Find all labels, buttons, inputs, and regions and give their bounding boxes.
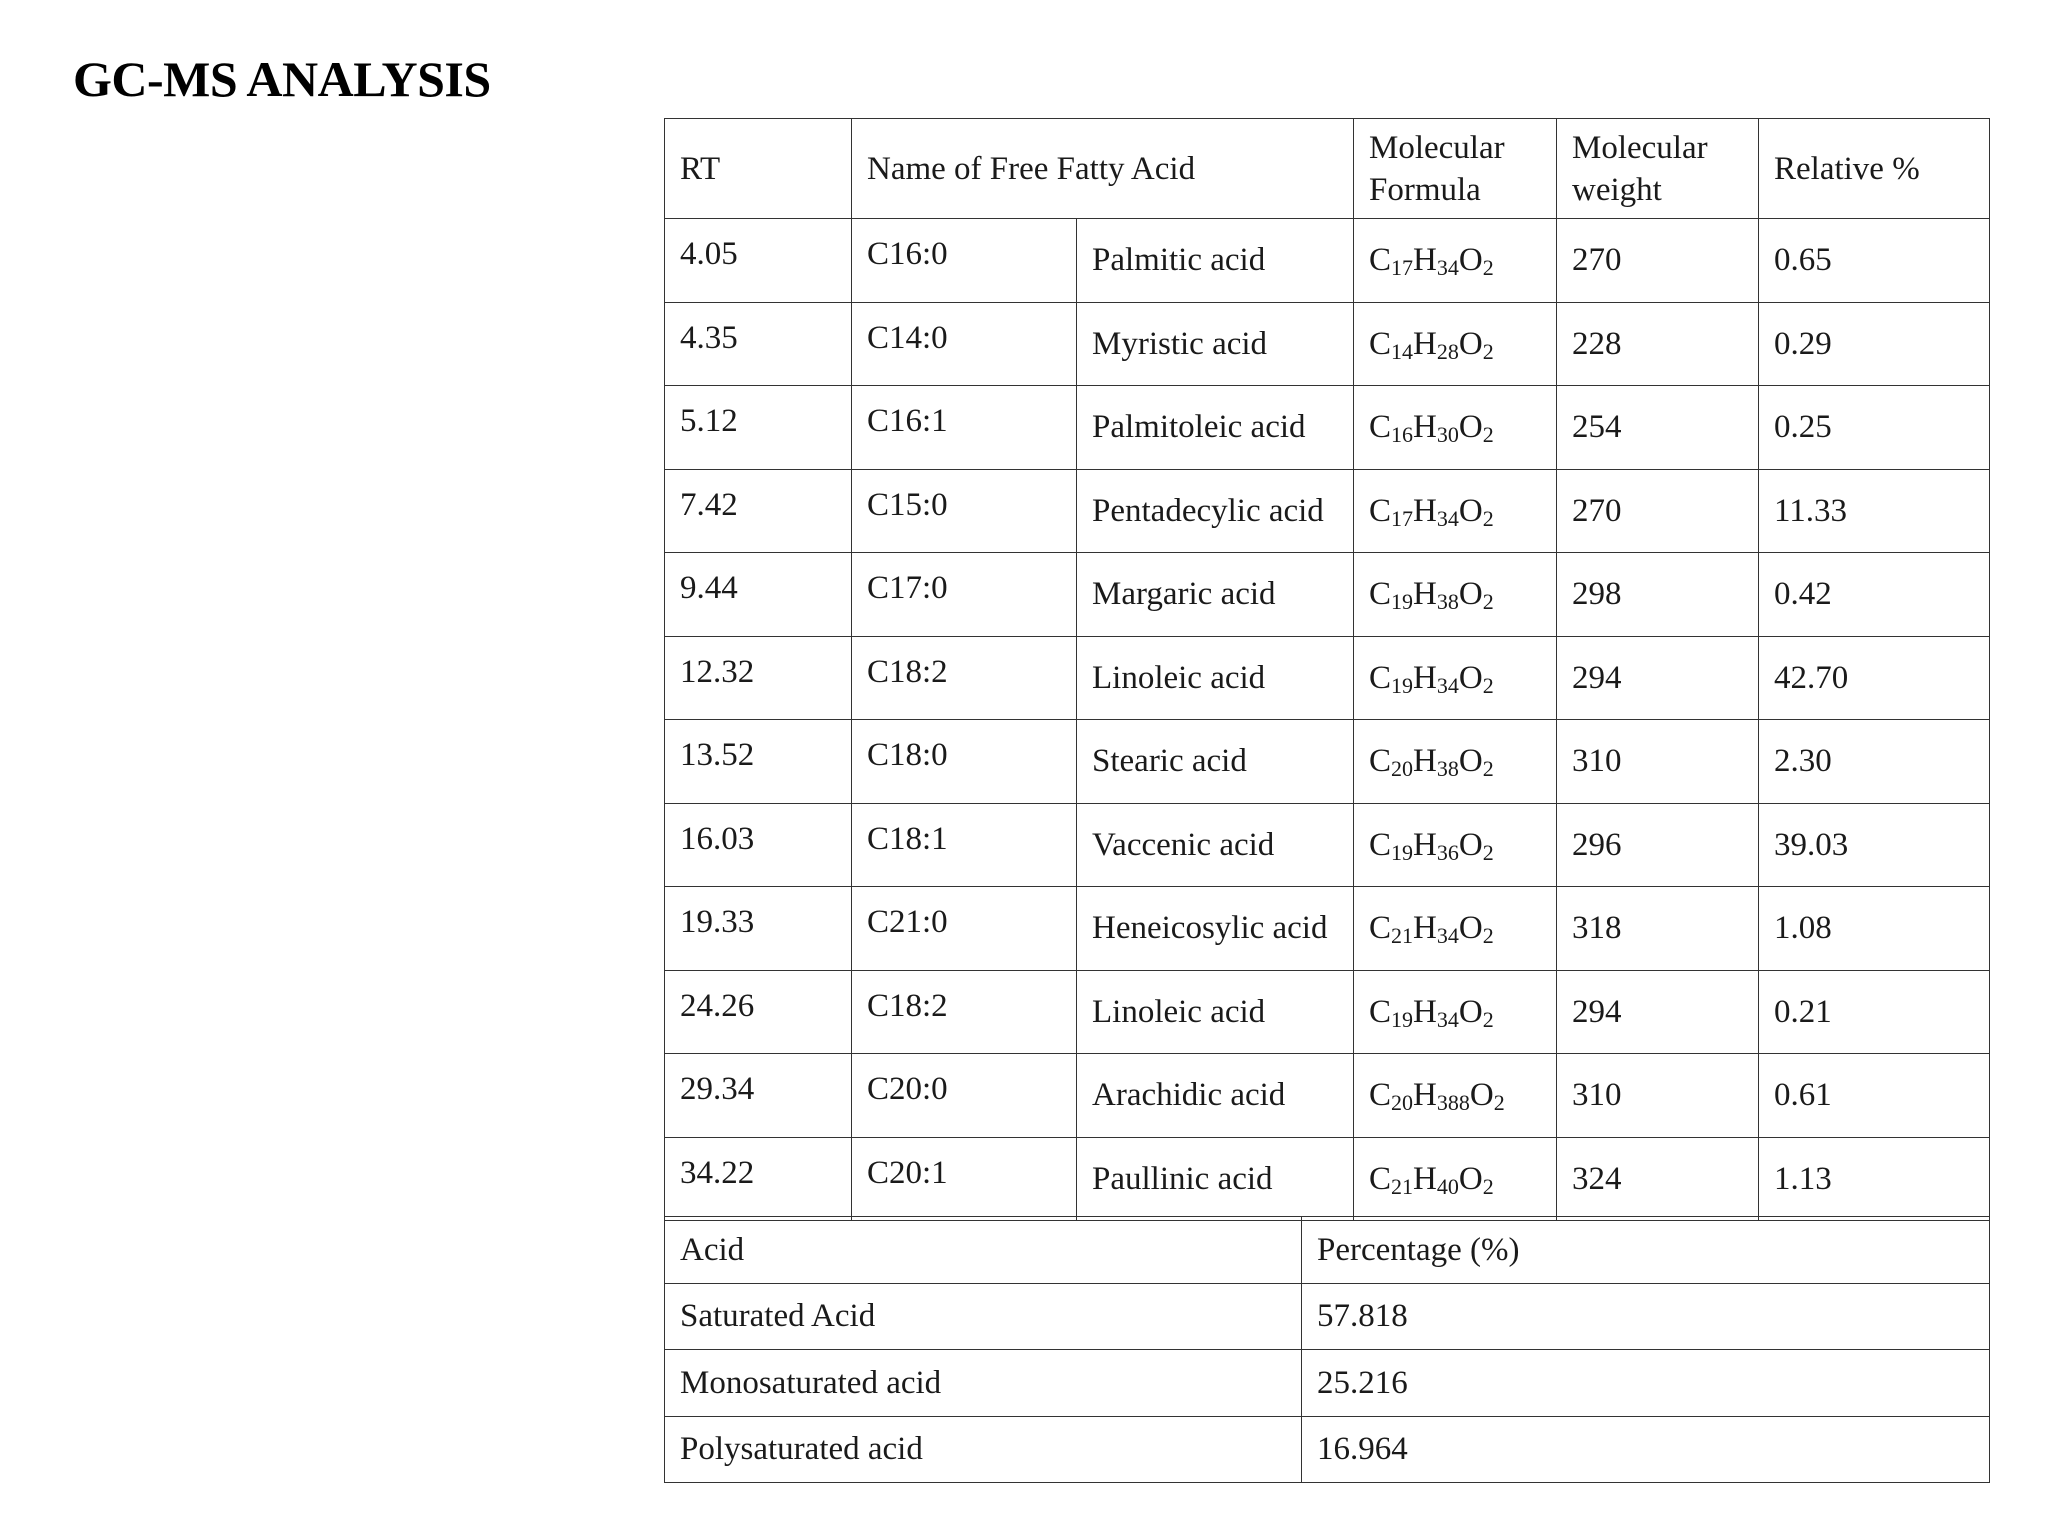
summary-header-acid: Acid <box>665 1217 1302 1284</box>
formula-h-count: 34 <box>1436 672 1459 698</box>
summary-acid: Polysaturated acid <box>665 1416 1302 1483</box>
cell-code: C14:0 <box>852 302 1077 386</box>
cell-molecular-weight: 294 <box>1557 636 1759 720</box>
formula-o-count: 2 <box>1482 589 1494 615</box>
header-rt: RT <box>665 119 852 219</box>
gcms-table <box>664 118 1990 1221</box>
cell-rt: 4.05 <box>665 219 852 303</box>
formula-h-count: 40 <box>1436 1173 1459 1199</box>
cell-acid-name: Linoleic acid <box>1077 636 1354 720</box>
formula-o-count: 2 <box>1482 422 1494 448</box>
cell-formula: $C_{20}H_{388}O_2$ <box>1354 1054 1557 1138</box>
formula-o-count: 2 <box>1482 756 1494 782</box>
summary-acid: Saturated Acid <box>665 1283 1302 1350</box>
header-formula-line2: Formula <box>1369 171 1481 208</box>
table-row <box>665 1137 1990 1221</box>
cell-molecular-weight: 270 <box>1557 219 1759 303</box>
table-row <box>665 636 1990 720</box>
cell-formula: $C_{21}H_{34}O_2$ <box>1354 887 1557 971</box>
cell-molecular-weight: 228 <box>1557 302 1759 386</box>
formula-h-count: 34 <box>1436 923 1459 949</box>
cell-acid-name: Vaccenic acid <box>1077 803 1354 887</box>
formula-o-count: 2 <box>1482 255 1494 281</box>
cell-code: C18:0 <box>852 720 1077 804</box>
cell-relative-percent: 0.29 <box>1759 302 1990 386</box>
cell-relative-percent: 0.65 <box>1759 219 1990 303</box>
cell-relative-percent: 11.33 <box>1759 469 1990 553</box>
formula-c-count: 14 <box>1391 338 1414 364</box>
cell-relative-percent: 1.08 <box>1759 887 1990 971</box>
cell-acid-name: Myristic acid <box>1077 302 1354 386</box>
cell-code: C21:0 <box>852 887 1077 971</box>
summary-row <box>665 1283 1990 1350</box>
page-title: GC-MS ANALYSIS <box>73 51 491 107</box>
cell-relative-percent: 0.21 <box>1759 970 1990 1054</box>
cell-molecular-weight: 298 <box>1557 553 1759 637</box>
cell-relative-percent: 2.30 <box>1759 720 1990 804</box>
cell-formula: $C_{19}H_{34}O_2$ <box>1354 970 1557 1054</box>
cell-formula: $C_{19}H_{36}O_2$ <box>1354 803 1557 887</box>
cell-molecular-weight: 310 <box>1557 720 1759 804</box>
table-row <box>665 887 1990 971</box>
formula-o-count: 2 <box>1482 1006 1494 1032</box>
cell-rt: 9.44 <box>665 553 852 637</box>
cell-code: C20:0 <box>852 1054 1077 1138</box>
cell-relative-percent: 39.03 <box>1759 803 1990 887</box>
formula-o-count: 2 <box>1482 338 1494 364</box>
table-row <box>665 720 1990 804</box>
formula-o-count: 2 <box>1482 839 1494 865</box>
formula-h-count: 38 <box>1436 589 1459 615</box>
cell-rt: 34.22 <box>665 1137 852 1221</box>
table-row <box>665 219 1990 303</box>
cell-molecular-weight: 270 <box>1557 469 1759 553</box>
cell-rt: 5.12 <box>665 386 852 470</box>
cell-acid-name: Palmitic acid <box>1077 219 1354 303</box>
formula-o-count: 2 <box>1482 672 1494 698</box>
cell-code: C15:0 <box>852 469 1077 553</box>
formula-c-count: 20 <box>1391 1090 1414 1116</box>
formula-c-count: 21 <box>1391 923 1414 949</box>
summary-header-percentage: Percentage (%) <box>1302 1217 1990 1284</box>
formula-h-count: 30 <box>1436 422 1459 448</box>
cell-relative-percent: 42.70 <box>1759 636 1990 720</box>
table-row <box>665 553 1990 637</box>
cell-rt: 7.42 <box>665 469 852 553</box>
formula-c-count: 17 <box>1391 505 1414 531</box>
cell-rt: 16.03 <box>665 803 852 887</box>
cell-code: C20:1 <box>852 1137 1077 1221</box>
cell-formula: $C_{16}H_{30}O_2$ <box>1354 386 1557 470</box>
cell-formula: $C_{14}H_{28}O_2$ <box>1354 302 1557 386</box>
cell-acid-name: Arachidic acid <box>1077 1054 1354 1138</box>
gcms-table-body <box>665 219 1990 1221</box>
cell-acid-name: Paullinic acid <box>1077 1137 1354 1221</box>
formula-c-count: 19 <box>1391 1006 1414 1032</box>
formula-c-count: 19 <box>1391 589 1414 615</box>
formula-c-count: 21 <box>1391 1173 1414 1199</box>
cell-molecular-weight: 324 <box>1557 1137 1759 1221</box>
cell-code: C18:2 <box>852 970 1077 1054</box>
cell-acid-name: Heneicosylic acid <box>1077 887 1354 971</box>
formula-c-count: 20 <box>1391 756 1414 782</box>
cell-formula: $C_{17}H_{34}O_2$ <box>1354 219 1557 303</box>
cell-code: C17:0 <box>852 553 1077 637</box>
header-weight <box>1557 119 1759 219</box>
formula-c-count: 19 <box>1391 839 1414 865</box>
summary-percentage: 57.818 <box>1302 1283 1990 1350</box>
header-name: Name of Free Fatty Acid <box>852 119 1354 219</box>
cell-molecular-weight: 296 <box>1557 803 1759 887</box>
table-header-row <box>665 119 1990 219</box>
table-row <box>665 970 1990 1054</box>
cell-rt: 13.52 <box>665 720 852 804</box>
summary-acid: Monosaturated acid <box>665 1350 1302 1417</box>
formula-c-count: 17 <box>1391 255 1414 281</box>
formula-c-count: 16 <box>1391 422 1414 448</box>
cell-formula: $C_{17}H_{34}O_2$ <box>1354 469 1557 553</box>
header-weight-line1: Molecular <box>1572 129 1708 166</box>
cell-molecular-weight: 294 <box>1557 970 1759 1054</box>
cell-acid-name: Palmitoleic acid <box>1077 386 1354 470</box>
cell-acid-name: Margaric acid <box>1077 553 1354 637</box>
cell-acid-name: Pentadecylic acid <box>1077 469 1354 553</box>
formula-o-count: 2 <box>1493 1090 1505 1116</box>
header-formula <box>1354 119 1557 219</box>
formula-h-count: 38 <box>1436 756 1459 782</box>
formula-h-count: 388 <box>1436 1090 1470 1116</box>
table-row <box>665 302 1990 386</box>
cell-formula: $C_{19}H_{34}O_2$ <box>1354 636 1557 720</box>
cell-acid-name: Stearic acid <box>1077 720 1354 804</box>
summary-row <box>665 1416 1990 1483</box>
cell-molecular-weight: 310 <box>1557 1054 1759 1138</box>
formula-h-count: 28 <box>1436 338 1459 364</box>
cell-code: C16:1 <box>852 386 1077 470</box>
cell-rt: 19.33 <box>665 887 852 971</box>
cell-rt: 29.34 <box>665 1054 852 1138</box>
formula-c-count: 19 <box>1391 672 1414 698</box>
formula-h-count: 34 <box>1436 255 1459 281</box>
table-row <box>665 803 1990 887</box>
table-row <box>665 386 1990 470</box>
cell-relative-percent: 0.61 <box>1759 1054 1990 1138</box>
cell-relative-percent: 1.13 <box>1759 1137 1990 1221</box>
formula-h-count: 34 <box>1436 1006 1459 1032</box>
formula-h-count: 34 <box>1436 505 1459 531</box>
header-formula-line1: Molecular <box>1369 129 1505 166</box>
cell-rt: 4.35 <box>665 302 852 386</box>
summary-percentage: 25.216 <box>1302 1350 1990 1417</box>
cell-rt: 12.32 <box>665 636 852 720</box>
cell-formula: $C_{21}H_{40}O_2$ <box>1354 1137 1557 1221</box>
header-relative: Relative % <box>1759 119 1990 219</box>
table-row <box>665 469 1990 553</box>
cell-code: C18:1 <box>852 803 1077 887</box>
formula-h-count: 36 <box>1436 839 1459 865</box>
summary-table <box>664 1216 1990 1483</box>
summary-percentage: 16.964 <box>1302 1416 1990 1483</box>
table-row <box>665 1054 1990 1138</box>
cell-molecular-weight: 254 <box>1557 386 1759 470</box>
cell-acid-name: Linoleic acid <box>1077 970 1354 1054</box>
cell-code: C18:2 <box>852 636 1077 720</box>
cell-code: C16:0 <box>852 219 1077 303</box>
cell-formula: $C_{20}H_{38}O_2$ <box>1354 720 1557 804</box>
cell-rt: 24.26 <box>665 970 852 1054</box>
header-weight-line2: weight <box>1572 171 1662 208</box>
cell-formula: $C_{19}H_{38}O_2$ <box>1354 553 1557 637</box>
cell-molecular-weight: 318 <box>1557 887 1759 971</box>
summary-row <box>665 1350 1990 1417</box>
summary-header-row <box>665 1217 1990 1284</box>
formula-o-count: 2 <box>1482 923 1494 949</box>
cell-relative-percent: 0.42 <box>1759 553 1990 637</box>
formula-o-count: 2 <box>1482 505 1494 531</box>
formula-o-count: 2 <box>1482 1173 1494 1199</box>
cell-relative-percent: 0.25 <box>1759 386 1990 470</box>
